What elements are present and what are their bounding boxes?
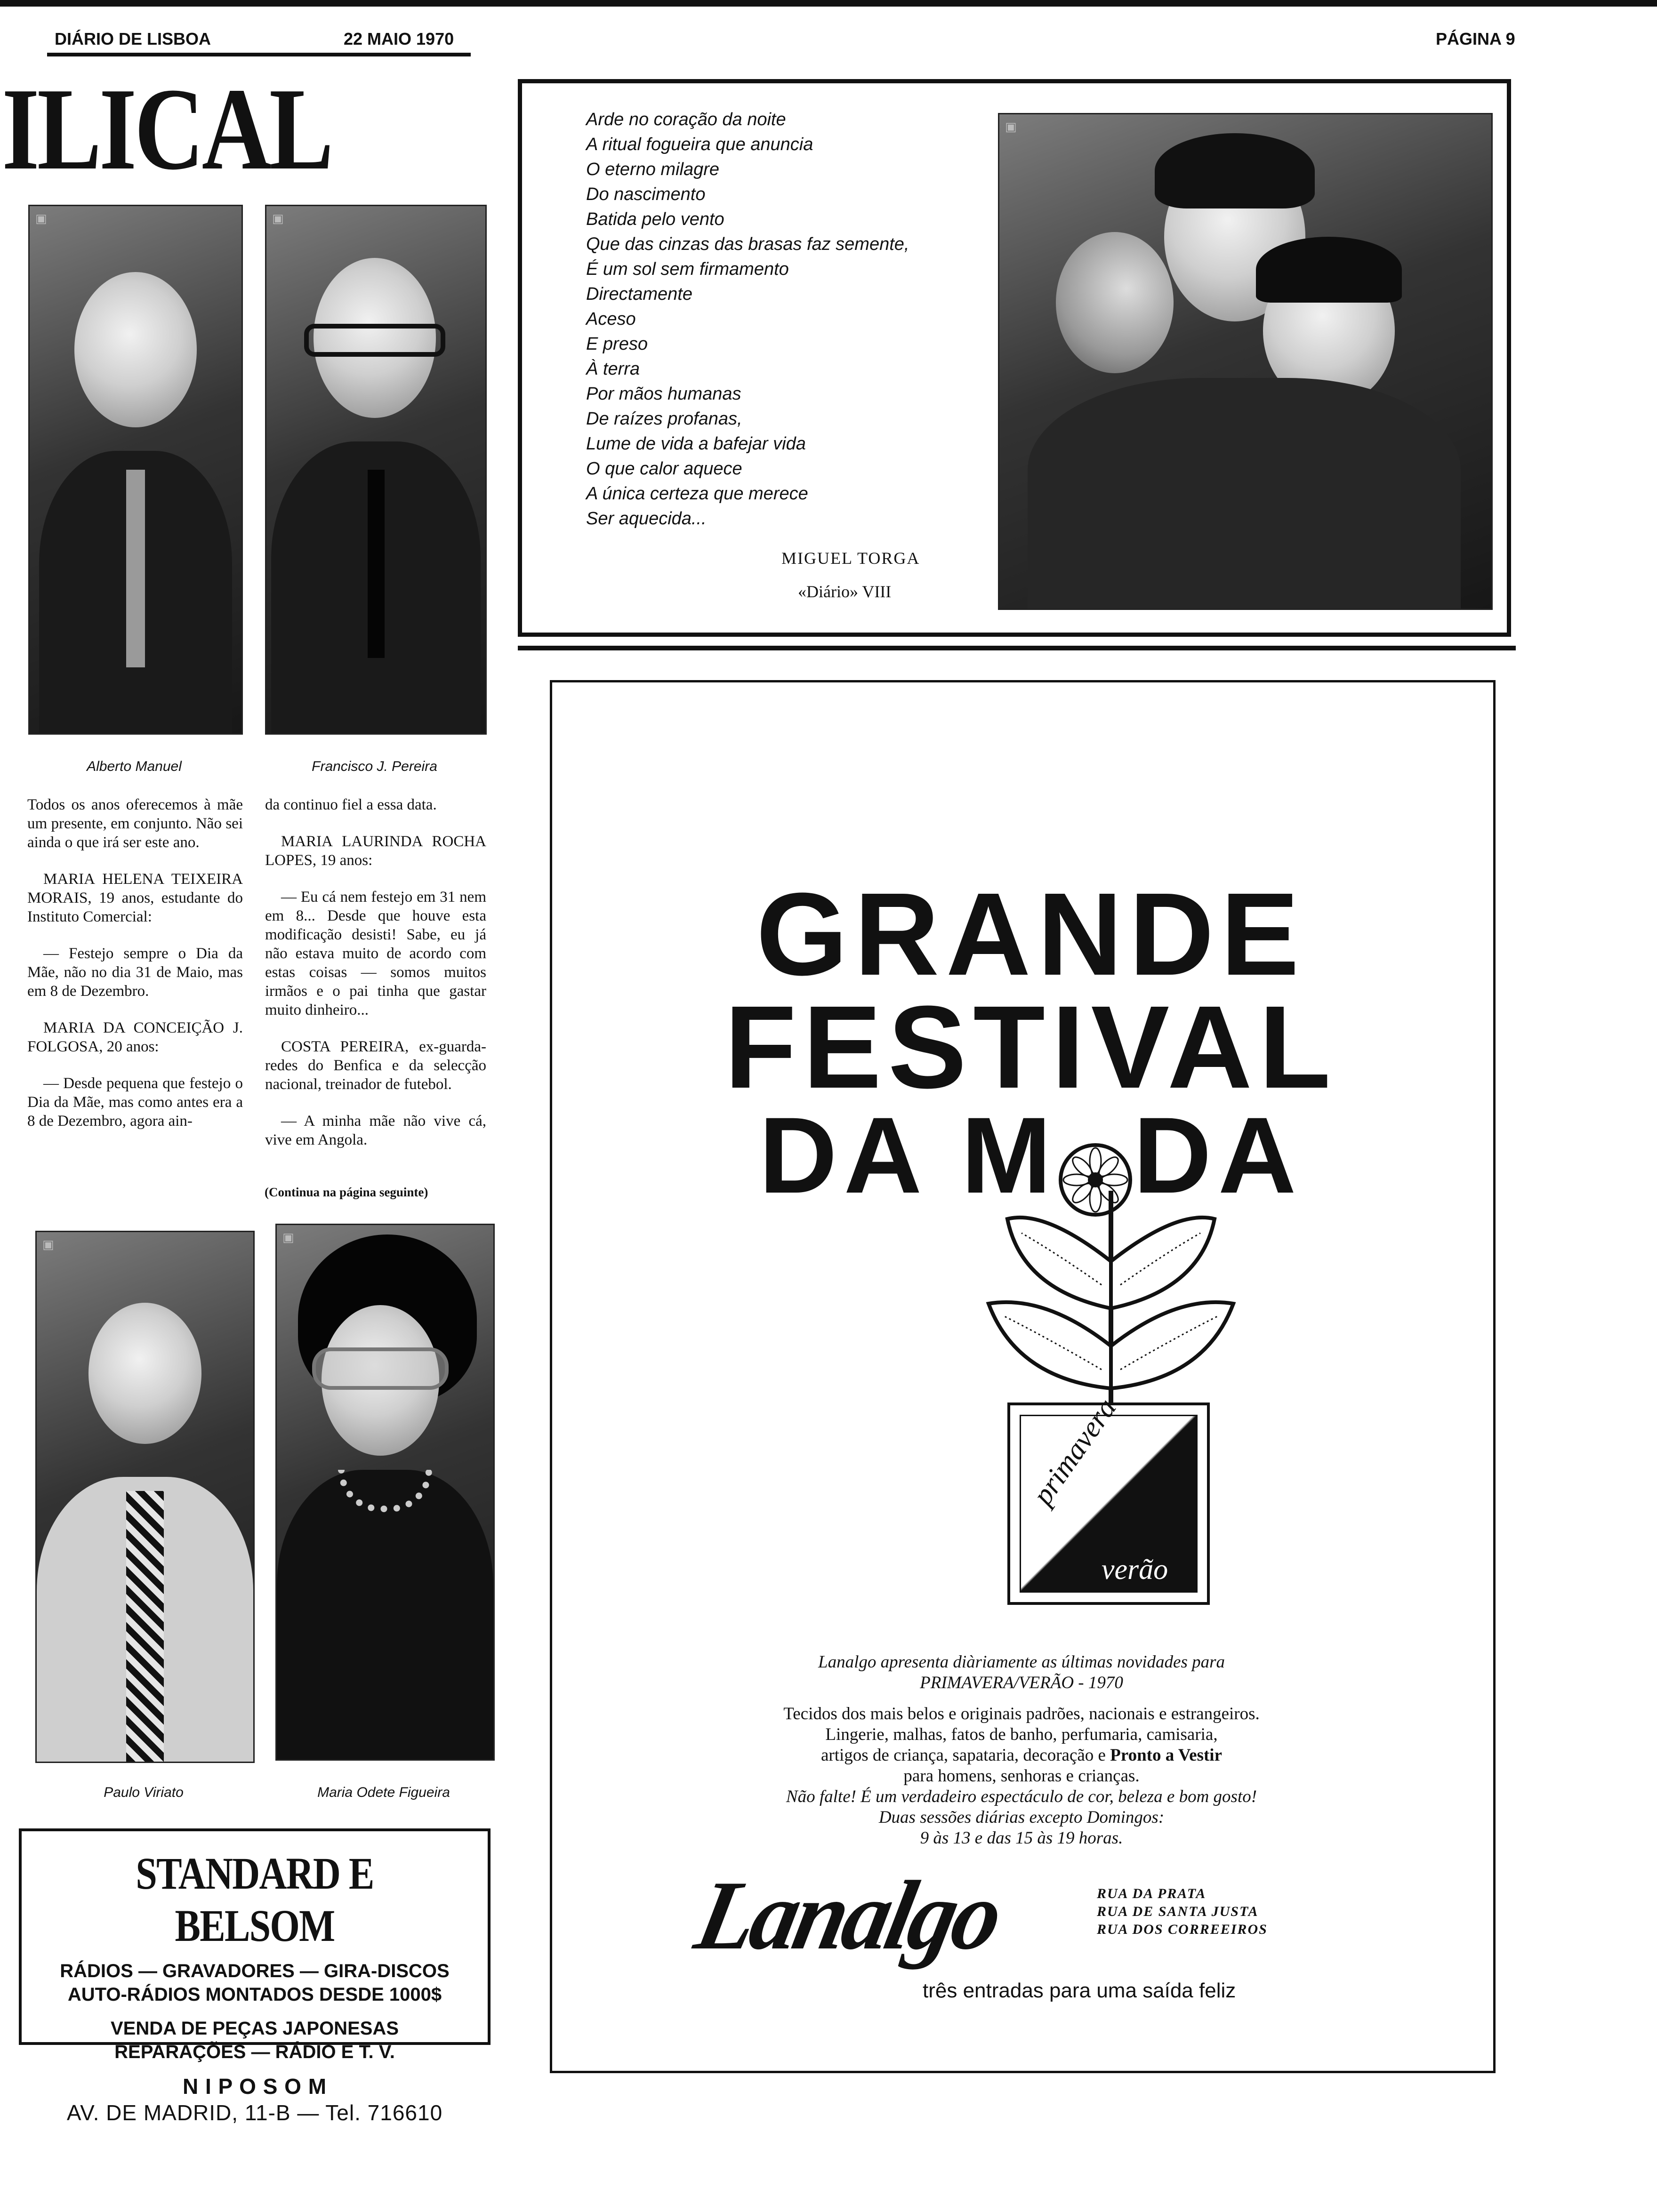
poem-line: O eterno milagre bbox=[586, 160, 720, 179]
ad-copy-line: Duas sessões diárias excepto Domingos: bbox=[878, 1808, 1165, 1827]
children-photo-icon: ▣ bbox=[1005, 120, 1017, 134]
article-paragraph: — Eu cá nem festejo em 31 nem em 8... Desde que houve esta modificação desisti! Sabe, eu já não estava muito de acordo com estas coisas — somos muitos irmãos e o pai tinha que gastar muito dinheiro... bbox=[265, 889, 486, 1018]
ad-line: RÁDIOS — GRAVADORES — GIRA-DISCOS bbox=[60, 1961, 450, 1981]
article-paragraph: MARIA HELENA TEIXEIRA MORAIS, 19 anos, estudante do Instituto Comercial: bbox=[27, 871, 243, 925]
figures-bodies bbox=[1028, 378, 1461, 609]
ad-line: AUTO-RÁDIOS MONTADOS DESDE 1000$ bbox=[67, 1984, 442, 2005]
caption-3: Paulo Viriato bbox=[104, 1785, 184, 1800]
portrait-sunglasses bbox=[312, 1347, 449, 1390]
portrait-tie bbox=[368, 470, 385, 658]
poem-line: Por mãos humanas bbox=[586, 384, 741, 404]
ad-line: VENDA DE PEÇAS JAPONESAS bbox=[111, 2018, 399, 2039]
store-address: RUA DE SANTA JUSTA bbox=[1097, 1904, 1259, 1919]
ad-company: N I P O S O M bbox=[182, 2074, 327, 2099]
photo-francisco-pereira bbox=[265, 205, 487, 735]
ad-copy-bold: Pronto a Vestir bbox=[1110, 1746, 1222, 1765]
ad-copy-line: PRIMAVERA/VERÃO - 1970 bbox=[920, 1673, 1123, 1692]
lanalgo-plant-logo-icon bbox=[979, 1191, 1243, 1412]
ad-line: REPARAÇÕES — RÁDIO E T. V. bbox=[114, 2042, 395, 2062]
caption-2: Francisco J. Pereira bbox=[312, 759, 437, 774]
article-column-1 bbox=[27, 795, 243, 1148]
photo-maria-odete-figueira bbox=[275, 1224, 495, 1761]
store-address: RUA DOS CORREEIROS bbox=[1097, 1922, 1268, 1937]
poem-line: Aceso bbox=[586, 309, 636, 329]
store-addresses bbox=[1097, 1885, 1268, 1939]
ad-copy-line bbox=[687, 1745, 1356, 1766]
portrait-photo-icon: ▣ bbox=[282, 1231, 294, 1245]
caption-1: Alberto Manuel bbox=[87, 759, 182, 774]
poem-line: Do nascimento bbox=[586, 184, 706, 204]
poem-line: Directamente bbox=[586, 284, 692, 304]
article-paragraph: — Festejo sempre o Dia da Mãe, não no dia 31 de Maio, mas em 8 de Dezembro. bbox=[27, 945, 243, 1000]
poem-line: A única certeza que merece bbox=[586, 484, 808, 504]
ad-copy-text: artigos de criança, sapataria, decoração e bbox=[820, 1746, 1110, 1765]
ad-headline-grande: GRANDE bbox=[756, 868, 1306, 1000]
poem-author: MIGUEL TORGA bbox=[781, 549, 920, 568]
poem-line: Batida pelo vento bbox=[586, 209, 724, 229]
tag-primavera: primavera bbox=[1026, 1392, 1123, 1511]
article-paragraph: — Desde pequena que festejo o Dia da Mãe, mas como antes era a 8 de Dezembro, agora ain- bbox=[27, 1075, 243, 1130]
ad-copy-line: Lanalgo apresenta diàriamente as últimas novidades para bbox=[818, 1652, 1225, 1672]
ad-copy-line: Não falte! É um verdadeiro espectáculo de cor, beleza e bom gosto! bbox=[786, 1787, 1257, 1806]
page-number: PÁGINA 9 bbox=[1436, 29, 1515, 48]
top-border bbox=[0, 0, 1657, 7]
article-paragraph: Todos os anos oferecemos à mãe um presente, em conjunto. Não sei ainda o que irá ser este ano. bbox=[27, 796, 243, 851]
ad-slogan: três entradas para uma saída feliz bbox=[923, 1979, 1236, 2002]
ad-headline-part: DA bbox=[1133, 1095, 1303, 1216]
portrait-tie bbox=[126, 1491, 164, 1762]
photo-alberto-manuel bbox=[28, 205, 243, 735]
poem-line: Ser aquecida... bbox=[586, 509, 707, 529]
poem-line: O que calor aquece bbox=[586, 459, 742, 479]
boy-face bbox=[1056, 232, 1174, 373]
poem-text bbox=[586, 107, 909, 531]
masthead-rule bbox=[47, 53, 471, 56]
portrait-photo-icon: ▣ bbox=[272, 212, 284, 226]
mother-hair bbox=[1155, 133, 1315, 208]
ad-headline-part: DA M bbox=[759, 1095, 1058, 1216]
ad-copy-line: Tecidos dos mais belos e originais padrões, nacionais e estrangeiros. bbox=[783, 1704, 1260, 1723]
article-paragraph: da continuo fiel a essa data. bbox=[265, 796, 437, 813]
poem-line: A ritual fogueira que anuncia bbox=[586, 135, 813, 154]
article-column-2 bbox=[265, 795, 486, 1167]
ad-body-copy bbox=[687, 1652, 1356, 1849]
primavera-verao-tag bbox=[1007, 1392, 1210, 1605]
poem-line: À terra bbox=[586, 359, 640, 379]
poem-line: Arde no coração da noite bbox=[586, 110, 786, 129]
poem-line: É um sol sem firmamento bbox=[586, 259, 789, 279]
portrait-photo-icon: ▣ bbox=[35, 212, 47, 226]
store-address: RUA DA PRATA bbox=[1097, 1886, 1207, 1901]
caption-4: Maria Odete Figueira bbox=[317, 1785, 450, 1800]
poem-line: E preso bbox=[586, 334, 648, 354]
lanalgo-logo: Lanalgo bbox=[687, 1861, 1009, 1970]
article-paragraph: COSTA PEREIRA, ex-guarda-redes do Benfica e da selecção nacional, treinador de futebol. bbox=[265, 1038, 486, 1093]
ad-copy-line: Lingerie, malhas, fatos de banho, perfumaria, camisaria, bbox=[825, 1725, 1218, 1744]
poem-source: «Diário» VIII bbox=[798, 582, 892, 601]
section-rule bbox=[518, 646, 1516, 650]
child-hair bbox=[1256, 237, 1402, 303]
issue-date: 22 MAIO 1970 bbox=[344, 29, 454, 48]
continued-note: (Continua na página seguinte) bbox=[265, 1185, 428, 1199]
standard-belsom-ad bbox=[19, 1828, 491, 2125]
ad-address: AV. DE MADRID, 11-B — Tel. 716610 bbox=[66, 2100, 443, 2125]
portrait-glasses bbox=[304, 324, 445, 357]
portrait-body bbox=[277, 1470, 493, 1759]
tag-verao: verão bbox=[1102, 1554, 1168, 1586]
headline-fragment: ILICAL bbox=[2, 64, 331, 194]
portrait-face bbox=[88, 1303, 201, 1444]
children-photo bbox=[998, 113, 1493, 610]
poem-line: Que das cinzas das brasas faz semente, bbox=[586, 234, 909, 254]
poem-line: Lume de vida a bafejar vida bbox=[586, 434, 806, 454]
paper-name: DIÁRIO DE LISBOA bbox=[55, 29, 211, 48]
poem-line: De raízes profanas, bbox=[586, 409, 742, 429]
portrait-tie bbox=[126, 470, 145, 667]
article-paragraph: — A minha mãe não vive cá, vive em Angola. bbox=[265, 1113, 486, 1148]
portrait-face bbox=[74, 272, 197, 427]
portrait-photo-icon: ▣ bbox=[42, 1238, 54, 1252]
ad-headline-festival: FESTIVAL bbox=[724, 981, 1337, 1113]
ad-title: STANDARD E BELSOM bbox=[136, 1848, 374, 1951]
photo-paulo-viriato bbox=[35, 1231, 255, 1763]
ad-copy-line: para homens, senhoras e crianças. bbox=[903, 1766, 1140, 1786]
article-paragraph: MARIA LAURINDA ROCHA LOPES, 19 anos: bbox=[265, 833, 486, 869]
article-paragraph: MARIA DA CONCEIÇÃO J. FOLGOSA, 20 anos: bbox=[27, 1019, 243, 1055]
ad-copy-line: 9 às 13 e das 15 às 19 horas. bbox=[920, 1828, 1123, 1848]
